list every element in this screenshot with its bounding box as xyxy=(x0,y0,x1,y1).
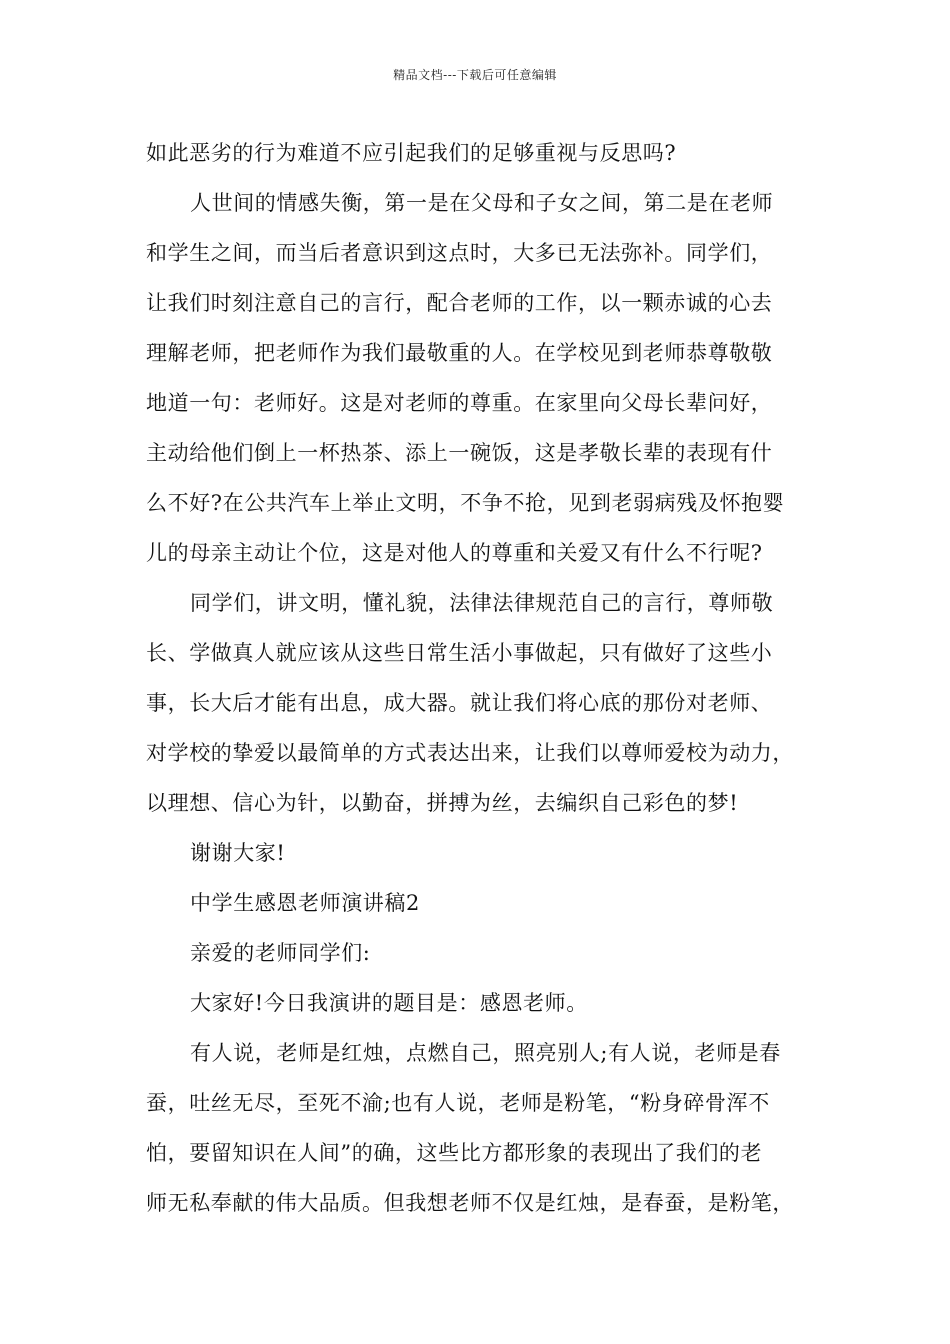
text-line: 对学校的挚爱以最简单的方式表达出来，让我们以尊师爱校为动力， xyxy=(146,741,794,765)
text-line: 长、学做真人就应该从这些日常生活小事做起，只有做好了这些小 xyxy=(146,641,773,665)
text-line: 事，长大后才能有出息，成大器。就让我们将心底的那份对老师、 xyxy=(146,691,773,715)
text-line: 和学生之间，而当后者意识到这点时，大多已无法弥补。同学们， xyxy=(146,241,773,265)
text-line: 儿的母亲主动让个位，这是对他人的尊重和关爱又有什么不行呢? xyxy=(146,541,763,565)
paragraph xyxy=(146,1028,826,1228)
text-line: 蚕，吐丝无尽，至死不渝;也有人说，老师是粉笔，“粉身碎骨浑不 xyxy=(146,1091,770,1115)
text-line: 主动给他们倒上一杯热茶、添上一碗饭，这是孝敬长辈的表现有什 xyxy=(146,441,773,465)
page-header: 精品文档---下载后可任意编辑 xyxy=(393,68,557,82)
text-line: 中学生感恩老师演讲稿2 xyxy=(190,891,420,915)
section-heading xyxy=(146,878,826,928)
text-line: 理解老师，把老师作为我们最敬重的人。在学校见到老师恭尊敬敬 xyxy=(146,341,773,365)
text-line: 有人说，老师是红烛，点燃自己，照亮别人;有人说，老师是春 xyxy=(190,1041,781,1065)
document-body xyxy=(146,128,826,1228)
text-line: 亲爱的老师同学们: xyxy=(190,941,371,965)
text-line: 地道一句：老师好。这是对老师的尊重。在家里向父母长辈问好， xyxy=(146,391,773,415)
salutation xyxy=(146,928,826,978)
paragraph xyxy=(146,178,826,578)
text-line: 让我们时刻注意自己的言行，配合老师的工作，以一颗赤诚的心去 xyxy=(146,291,773,315)
text-line: 同学们，讲文明，懂礼貌，法律法律规范自己的言行，尊师敬 xyxy=(190,591,774,615)
text-line: 以理想、信心为针，以勤奋，拼搏为丝，去编织自己彩色的梦! xyxy=(146,791,739,815)
text-line: 怕，要留知识在人间”的确，这些比方都形象的表现出了我们的老 xyxy=(146,1141,763,1165)
text-line: 人世间的情感失衡，第一是在父母和子女之间，第二是在老师 xyxy=(190,191,774,215)
paragraph xyxy=(146,828,826,878)
text-line: 么不好?在公共汽车上举止文明，不争不抢，见到老弱病残及怀抱婴 xyxy=(146,491,785,515)
text-line: 师无私奉献的伟大品质。但我想老师不仅是红烛，是春蚕，是粉笔， xyxy=(146,1191,794,1215)
paragraph xyxy=(146,128,826,178)
paragraph xyxy=(146,578,826,828)
text-line: 大家好!今日我演讲的题目是：感恩老师。 xyxy=(190,991,588,1015)
paragraph xyxy=(146,978,826,1028)
text-line: 谢谢大家! xyxy=(190,841,286,865)
text-line: 如此恶劣的行为难道不应引起我们的足够重视与反思吗? xyxy=(146,141,677,165)
